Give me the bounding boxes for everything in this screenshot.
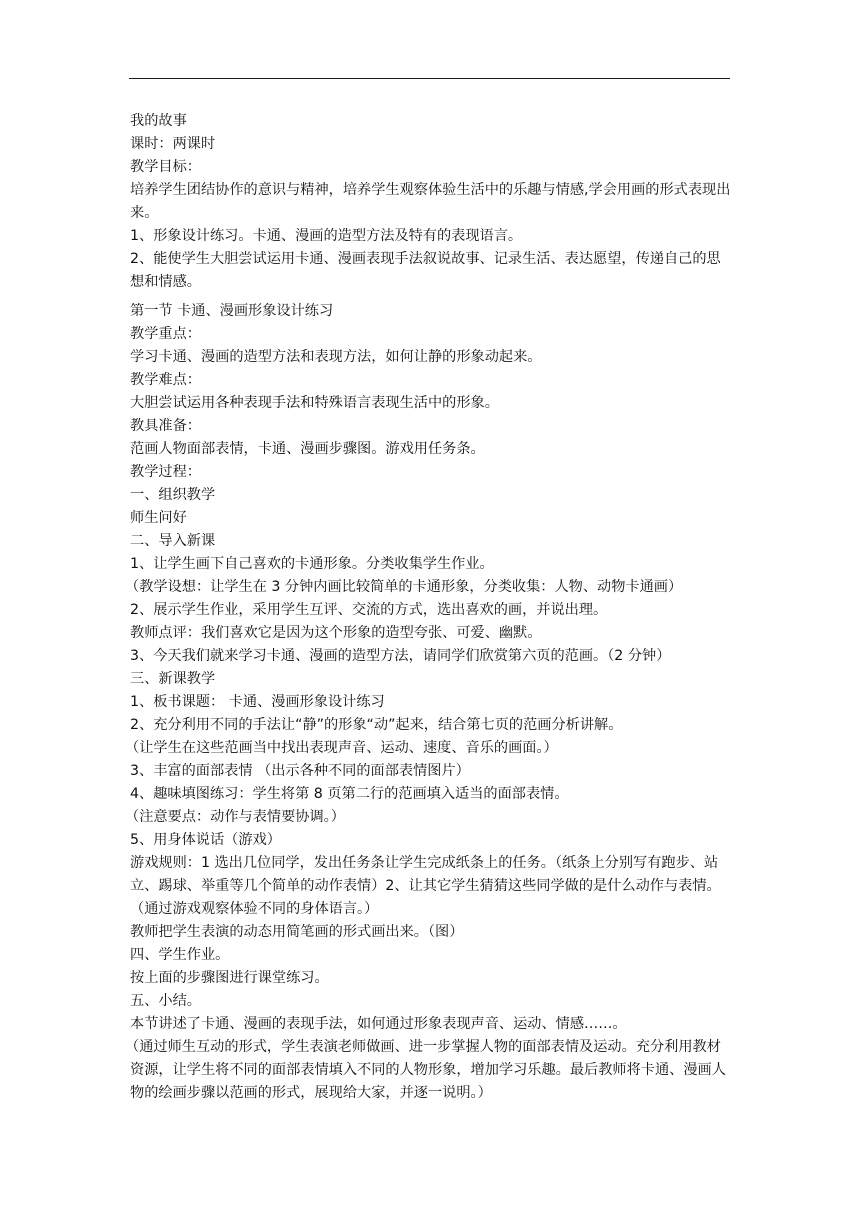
materials-heading: 教具准备： [130,418,201,434]
step-2-item-3: 3、今天我们就来学习卡通、漫画的造型方法，请同学们欣赏第六页的范画。（2 分钟） [130,648,671,664]
key-points-text: 学习卡通、漫画的造型方法和表现方法，如何让静的形象动起来。 [130,349,542,365]
teacher-comment: 教师点评：我们喜欢它是因为这个形象的造型夸张、可爱、幽默。 [130,625,542,641]
step-3-note-4: （注意要点：动作与表情要协调。） [125,809,345,825]
summary-text: 本节讲述了卡通、漫画的表现手法，如何通过形象表现声音、运动、情感……。 [130,1016,627,1032]
step-5-heading: 五、小结。 [130,993,201,1009]
materials-text: 范画人物面部表情，卡通、漫画步骤图。游戏用任务条。 [130,441,485,457]
step-2-note-1: （教学设想：让学生在 3 分钟内画比较简单的卡通形象，分类收集：人物、动物卡通画） [125,579,683,595]
step-4-heading: 四、学生作业。 [130,947,230,963]
step-2-item-1: 1、让学生画下自己喜欢的卡通形象。分类收集学生作业。 [130,556,494,572]
document-body [125,110,734,1105]
goal-item-2: 2、能使学生大胆尝试运用卡通、漫画表现手法叙说故事、记录生活、表达愿望，传递自己的思想和情感。 [130,251,721,290]
section-title: 第一节 卡通、漫画形象设计练习 [130,303,334,319]
difficulty-heading: 教学难点： [130,372,201,388]
step-3-item-4: 4、趣味填图练习：学生将第 8 页第二行的范画填入适当的面部表情。 [130,786,569,802]
step-3-item-3: 3、丰富的面部表情 （出示各种不同的面部表情图片） [130,763,470,779]
teacher-drawing: 教师把学生表演的动态用简笔画的形式画出来。（图） [130,924,464,940]
lesson-hours: 课时：两课时 [130,136,216,152]
key-points-heading: 教学重点： [130,326,201,342]
game-rules: 游戏规则：1 选出几位同学，发出任务条让学生完成纸条上的任务。（纸条上分别写有跑步、站立、踢球、举重等几个简单的动作表情）2、让其它学生猜猜这些同学做的是什么动作与表情。（通过游戏观察体验不同的身体语言。） [130,855,721,917]
step-3-item-5: 5、用身体说话（游戏） [130,832,281,848]
doc-title: 我的故事 [130,113,187,129]
goal-item-1: 1、形象设计练习。卡通、漫画的造型方法及特有的表现语言。 [130,228,523,244]
summary-note: （通过师生互动的形式，学生表演老师做画、进一步掌握人物的面部表情及运动。充分利用教材资源，让学生将不同的面部表情填入不同的人物形象，增加学习乐趣。最后教师将卡通、漫画人物的绘画步骤以范画的形式，展现给大家，并逐一说明。） [125,1039,726,1101]
step-1-text: 师生问好 [130,510,187,526]
step-1-heading: 一、组织教学 [130,487,216,503]
goals-heading: 教学目标： [130,159,201,175]
step-3-note-2: （让学生在这些范画当中找出表现声音、运动、速度、音乐的画面。） [125,740,558,756]
goals-text: 培养学生团结协作的意识与精神，培养学生观察体验生活中的乐趣与情感,学会用画的形式表现出来。 [130,182,731,221]
step-3-item-2: 2、充分利用不同的手法让“静”的形象“动”起来，结合第七页的范画分析讲解。 [130,717,623,733]
difficulty-text: 大胆尝试运用各种表现手法和特殊语言表现生活中的形象。 [130,395,499,411]
header-rule [129,78,730,79]
step-3-item-1: 1、板书课题： 卡通、漫画形象设计练习 [130,694,385,710]
step-2-heading: 二、导入新课 [130,533,216,549]
step-3-heading: 三、新课教学 [130,671,216,687]
process-heading: 教学过程： [130,464,201,480]
step-4-text: 按上面的步骤图进行课堂练习。 [130,970,329,986]
step-2-item-2: 2、展示学生作业，采用学生互评、交流的方式，选出喜欢的画，并说出理。 [130,602,608,618]
